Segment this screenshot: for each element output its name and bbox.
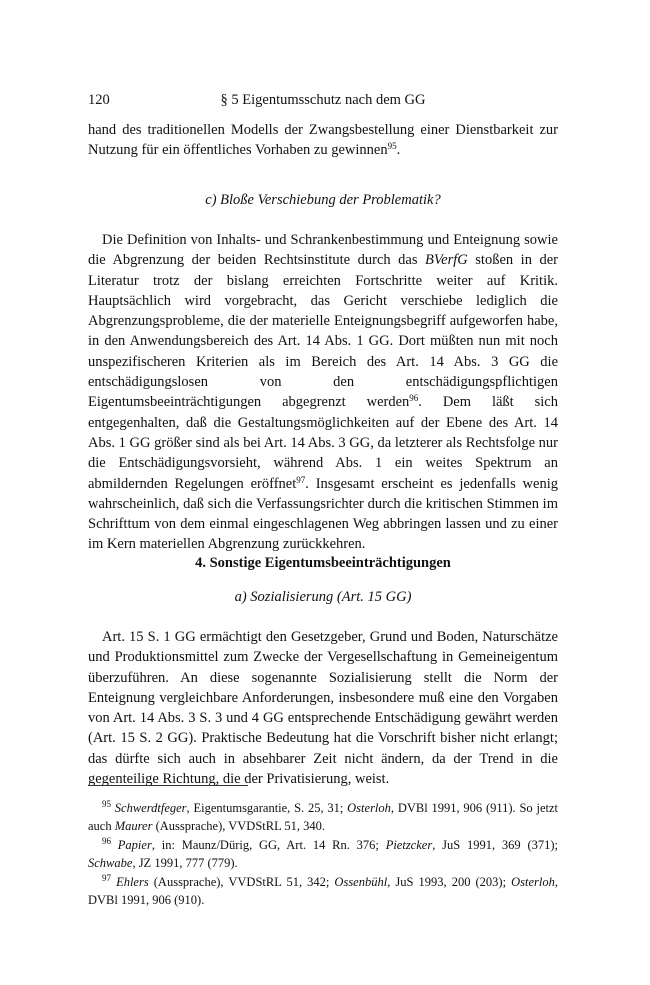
intro-text: hand des traditionellen Modells der Zwangsbestellung einer Dienstbarkeit zur Nutzung für ein öffentliches Vorhaben zu gewinnen [88, 122, 558, 159]
footnote-divider [88, 785, 248, 786]
section-c-heading: c) Bloße Verschiebung der Problematik? [205, 192, 441, 208]
running-title: § 5 Eigentumsschutz nach dem GG [220, 92, 426, 108]
intro-paragraph: hand des traditionellen Modells der Zwangsbestellung einer Dienstbarkeit zur Nutzung für ein öffentliches Vorhaben zu gewinnen$^{95}$. [88, 122, 558, 159]
page-number: 120 [88, 92, 110, 108]
footnote-ref-97: 97 [296, 474, 306, 485]
section-c-paragraph: Die Definition von Inhalts- und Schrankenbestimmung und Enteignung sowie die Abgrenzung der beiden Rechtsinstitute durch das BVerfG stoßen in der Literatur trotz der bislang erreichten Fortschritte weiter auf Kritik. Hauptsächlich wird vorgebracht, das Gericht verschiebe lediglich die Abgrenzungsprobleme, die der materielle Enteignungsbegriff aufgeworfen habe, in den Anwendungsbereich des Art. 14 Abs. 1 GG. Dort müßten nun mit noch unspezifischeren Kriterien als im Bereich des Art. 14 Abs. 3 GG die entschädigungslosen von den entschädigungspflichtigen Eigentumsbeeinträchtigungen abgegrenzt werden$^{96}$. Dem läßt sich entgegenhalten, daß die Gestaltungsmöglichkeiten auf der Ebene des Art. 14 Abs. 1 GG größer sind als bei Art. 14 Abs. 3 GG, da letzterer als Rechtsfolge nur die Entschädigungsvorsieht, während Abs. 1 ein weites Spektrum an abmildernden Regelungen eröffnet$^{97}$. Insgesamt erscheint es jedenfalls wenig wahrscheinlich, daß sich die Verfassungsrichter durch die kritischen Stimmen im Schrifttum von dem einmal eingeschlagenen Weg abbringen lassen und zu einer im Kern materiellen Abgrenzung zurückkehren. [88, 232, 558, 553]
section-4a-subheading: a) Sozialisierung (Art. 15 GG) [234, 589, 412, 605]
footnote-ref-95: 95 [387, 141, 397, 152]
section-4a-paragraph: Art. 15 S. 1 GG ermächtigt den Gesetzgeber, Grund und Boden, Naturschätze und Produktionsmittel zum Zwecke der Vergesellschaftung in Gemeineigentum überzuführen. An diese sogenannte Sozialisierung stellt die Norm der Enteignung vergleichbare Anforderungen, insbesondere muß eine den Vorgaben von Art. 14 Abs. 3 S. 3 und 4 GG entsprechende Entschädigung gewährt werden (Art. 15 S. 2 GG). Praktische Bedeutung hat die Vorschrift bisher nicht erlangt; das dürfte sich auch in absehbarer Zeit nicht ändern, da der Trend in die gegenteilige Richtung, die der Privatisierung, weist. [88, 629, 558, 788]
footnotes [88, 800, 558, 912]
section-4-heading: 4. Sonstige Eigentumsbeeinträchtigungen [195, 555, 451, 571]
bverfg-abbrev: BVerfG [425, 252, 468, 269]
footnote-97: $^{97}$ Ehlers (Aussprache), VVDStRL 51, 342; Ossenbühl, JuS 1993, 200 (203); Osterloh, DVBl 1991, 906 (910). [88, 873, 558, 907]
footnote-95: $^{95}$ Schwerdtfeger, Eigentumsgarantie, S. 25, 31; Osterloh, DVBl 1991, 906 (911). So jetzt auch Maurer (Aussprache), VVDStRL 51, 340. [88, 799, 558, 833]
footnote-ref-96: 96 [409, 393, 419, 404]
footnote-96: $^{96}$ Papier, in: Maunz/Dürig, GG, Art. 14 Rn. 376; Pietzcker, JuS 1991, 369 (371); Schwabe, JZ 1991, 777 (779). [88, 836, 558, 870]
